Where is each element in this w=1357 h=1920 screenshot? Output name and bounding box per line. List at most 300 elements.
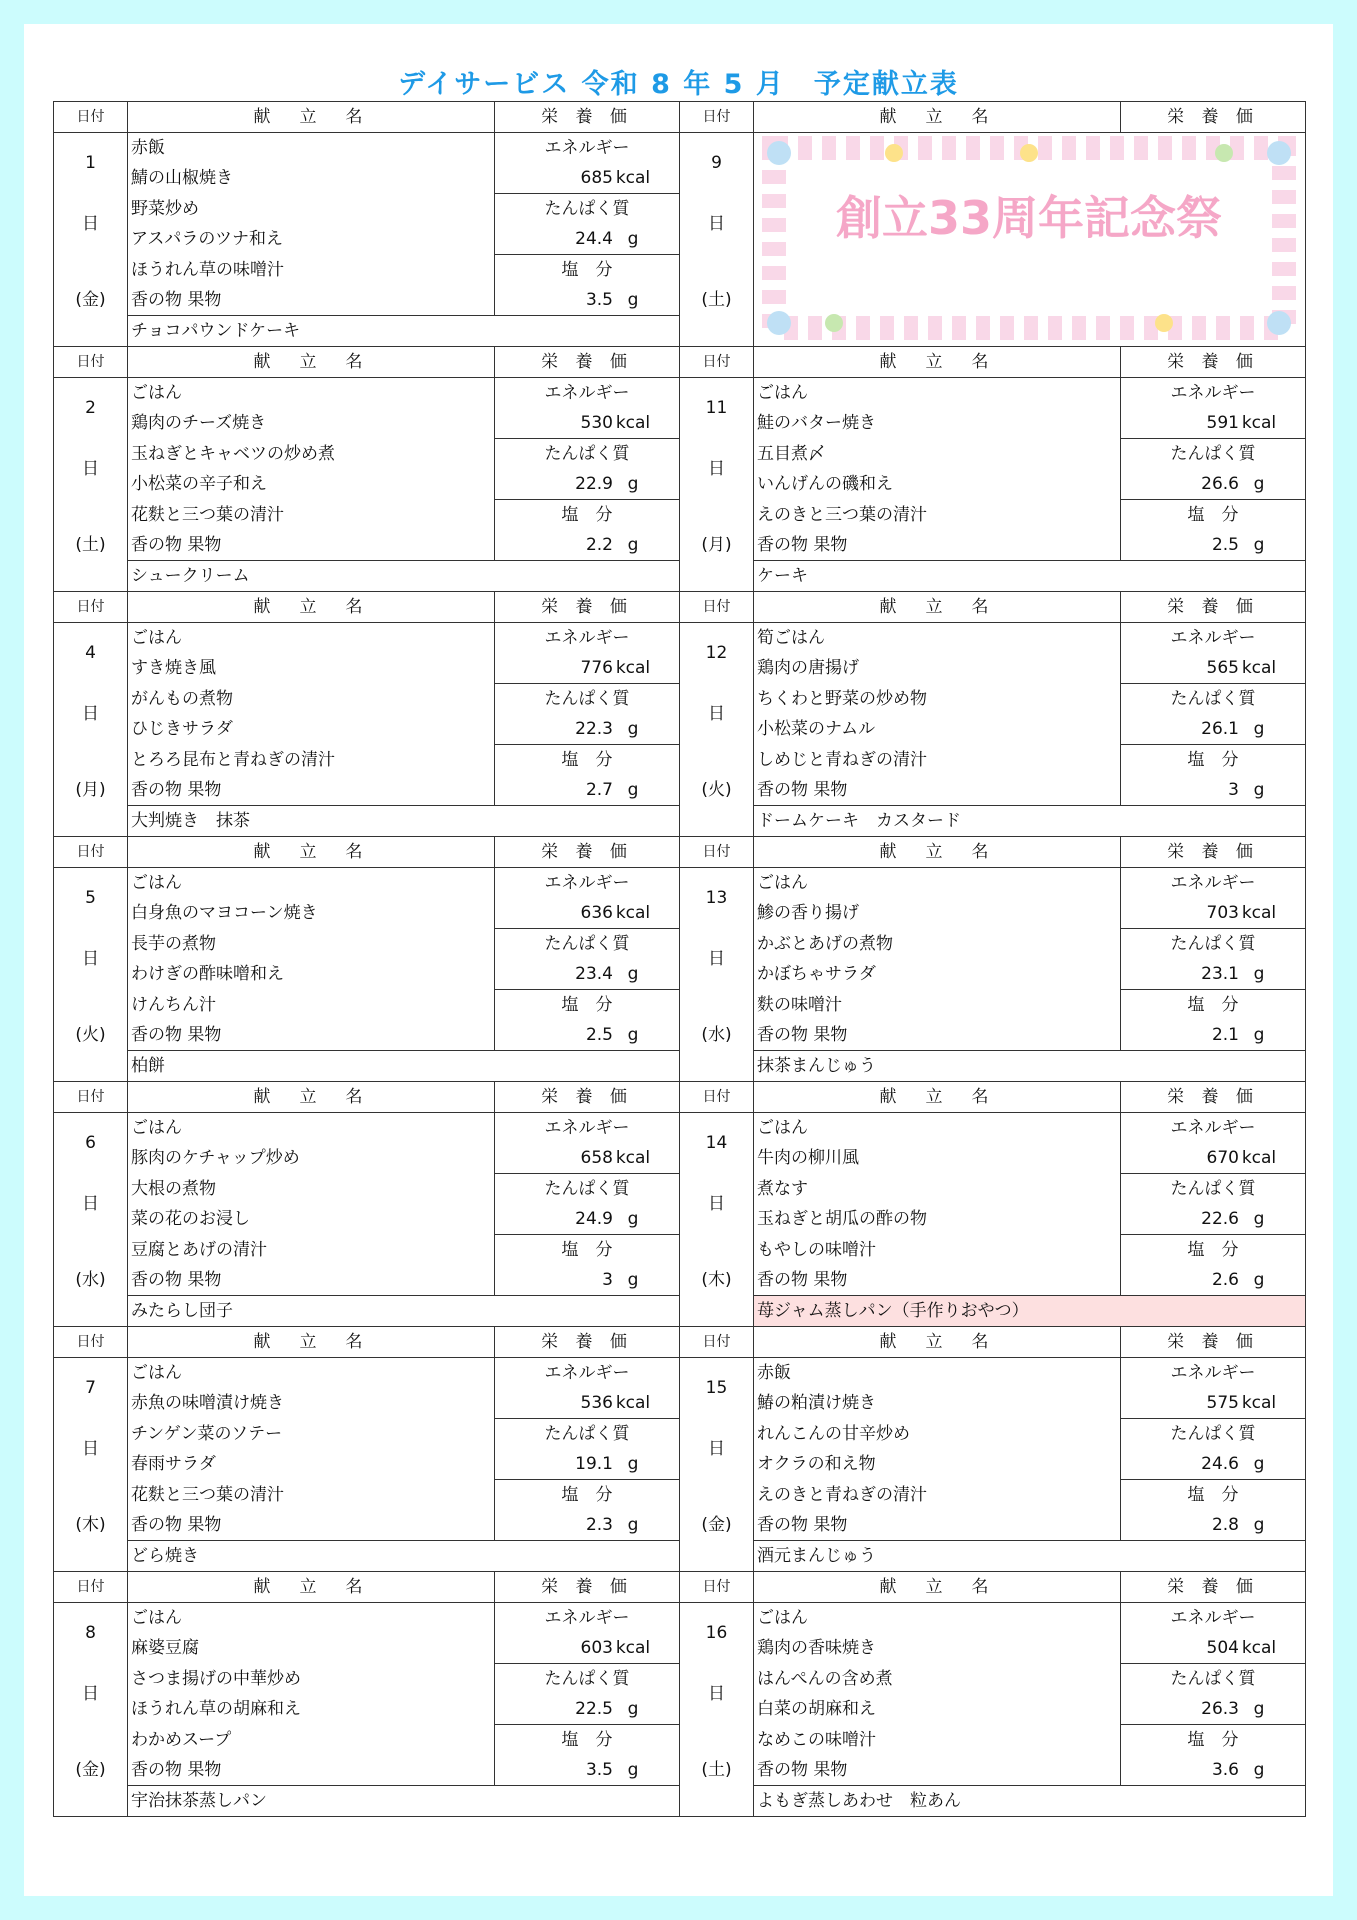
energy-number: 685 xyxy=(580,168,613,188)
dish-name: 玉ねぎと胡瓜の酢の物 xyxy=(754,1204,1121,1235)
dish-name: 大根の煮物 xyxy=(128,1174,495,1205)
protein-value xyxy=(495,959,680,990)
salt-number: 3.5 xyxy=(585,290,613,310)
salt-label: 塩 分 xyxy=(1121,1480,1306,1511)
menu-line xyxy=(54,745,1306,776)
menu-line xyxy=(54,684,1306,715)
menu-line xyxy=(54,1174,1306,1205)
energy-unit: kcal xyxy=(1241,1148,1277,1168)
dish-name: 赤飯 xyxy=(128,133,495,164)
day-label: 日 xyxy=(680,1419,754,1480)
salt-unit: g xyxy=(627,1025,639,1045)
protein-unit: g xyxy=(627,1699,639,1719)
menu-line xyxy=(54,1235,1306,1266)
dish-name: かぶとあげの煮物 xyxy=(754,929,1121,960)
dish-name: 野菜炒め xyxy=(128,194,495,225)
header-menu: 献 立 名 xyxy=(754,1572,1121,1603)
day-number: 12 xyxy=(680,623,754,684)
header-menu: 献 立 名 xyxy=(754,1082,1121,1113)
day-number: 13 xyxy=(680,868,754,929)
salt-unit: g xyxy=(627,535,639,555)
header-nutrition: 栄 養 価 xyxy=(1121,1572,1306,1603)
day-number: 9 xyxy=(680,133,754,194)
day-label: 日 xyxy=(680,1664,754,1725)
dish-name: 香の物 果物 xyxy=(128,285,495,316)
salt-value xyxy=(495,285,680,316)
dish-name: 香の物 果物 xyxy=(128,530,495,561)
energy-value xyxy=(495,1633,680,1664)
dessert-name: よもぎ蒸しあわせ 粒あん xyxy=(754,1786,1306,1817)
day-number: 16 xyxy=(680,1603,754,1664)
salt-label: 塩 分 xyxy=(1121,990,1306,1021)
energy-unit: kcal xyxy=(1241,413,1277,433)
dish-name: けんちん汁 xyxy=(128,990,495,1021)
weekday: (火) xyxy=(680,745,754,837)
salt-unit: g xyxy=(627,1270,639,1290)
energy-unit: kcal xyxy=(615,1638,651,1658)
protein-unit: g xyxy=(627,1209,639,1229)
header-date: 日付 xyxy=(680,347,754,378)
salt-unit: g xyxy=(627,1760,639,1780)
day-label: 日 xyxy=(54,1664,128,1725)
weekday: (土) xyxy=(54,500,128,592)
dish-name: 鯵の香り揚げ xyxy=(754,898,1121,929)
day-number: 7 xyxy=(54,1358,128,1419)
dish-name: とろろ昆布と青ねぎの清汁 xyxy=(128,745,495,776)
menu-line xyxy=(54,1358,1306,1389)
dish-name: 小松菜の辛子和え xyxy=(128,469,495,500)
header-nutrition: 栄 養 価 xyxy=(495,1082,680,1113)
dish-name: 小松菜のナムル xyxy=(754,714,1121,745)
energy-value xyxy=(495,1388,680,1419)
dish-name: ほうれん草の胡麻和え xyxy=(128,1694,495,1725)
salt-value xyxy=(495,1510,680,1541)
weekday: (水) xyxy=(54,1235,128,1327)
dish-name: オクラの和え物 xyxy=(754,1449,1121,1480)
energy-label: エネルギー xyxy=(495,1603,680,1634)
salt-unit: g xyxy=(1253,535,1265,555)
menu-line xyxy=(54,1419,1306,1450)
protein-number: 22.3 xyxy=(575,719,613,739)
protein-value xyxy=(1121,1449,1306,1480)
salt-number: 2.6 xyxy=(1211,1270,1239,1290)
salt-unit: g xyxy=(1253,1270,1265,1290)
energy-unit: kcal xyxy=(615,903,651,923)
header-nutrition: 栄 養 価 xyxy=(495,592,680,623)
header-date: 日付 xyxy=(680,1327,754,1358)
day-number: 8 xyxy=(54,1603,128,1664)
energy-label: エネルギー xyxy=(495,868,680,899)
header-date: 日付 xyxy=(680,592,754,623)
menu-line xyxy=(54,500,1306,531)
header-date: 日付 xyxy=(54,1082,128,1113)
dessert-name: 酒元まんじゅう xyxy=(754,1541,1306,1572)
dish-name: えのきと青ねぎの清汁 xyxy=(754,1480,1121,1511)
header-date: 日付 xyxy=(54,102,128,133)
dessert-name: 柏餅 xyxy=(128,1051,680,1082)
protein-label: たんぱく質 xyxy=(495,194,680,225)
dish-name: ごはん xyxy=(128,1358,495,1389)
festival-banner xyxy=(754,133,1306,347)
protein-value xyxy=(495,1204,680,1235)
dish-name: 鯖の山椒焼き xyxy=(128,163,495,194)
header-menu: 献 立 名 xyxy=(754,837,1121,868)
dish-name: さつま揚げの中華炒め xyxy=(128,1664,495,1695)
dish-name: 鶏肉の香味焼き xyxy=(754,1633,1121,1664)
dish-name: チンゲン菜のソテー xyxy=(128,1419,495,1450)
weekday: (木) xyxy=(680,1235,754,1327)
energy-value xyxy=(495,898,680,929)
energy-value xyxy=(1121,408,1306,439)
protein-number: 24.6 xyxy=(1201,1454,1239,1474)
salt-unit: g xyxy=(1253,780,1265,800)
protein-label: たんぱく質 xyxy=(1121,1174,1306,1205)
salt-label: 塩 分 xyxy=(1121,1235,1306,1266)
energy-value xyxy=(1121,898,1306,929)
menu-line xyxy=(54,623,1306,654)
dish-name: かぼちゃサラダ xyxy=(754,959,1121,990)
dish-name: 花麩と三つ葉の清汁 xyxy=(128,500,495,531)
header-menu: 献 立 名 xyxy=(128,1572,495,1603)
dish-name: 白菜の胡麻和え xyxy=(754,1694,1121,1725)
salt-unit: g xyxy=(1253,1760,1265,1780)
protein-label: たんぱく質 xyxy=(1121,684,1306,715)
protein-label: たんぱく質 xyxy=(495,1174,680,1205)
energy-value xyxy=(495,653,680,684)
day-number: 4 xyxy=(54,623,128,684)
dish-name: ひじきサラダ xyxy=(128,714,495,745)
dish-name: はんぺんの含め煮 xyxy=(754,1664,1121,1695)
dish-name: 春雨サラダ xyxy=(128,1449,495,1480)
header-nutrition: 栄 養 価 xyxy=(1121,1082,1306,1113)
salt-value xyxy=(1121,1510,1306,1541)
energy-value xyxy=(495,1143,680,1174)
protein-label: たんぱく質 xyxy=(1121,929,1306,960)
salt-label: 塩 分 xyxy=(495,745,680,776)
energy-value xyxy=(1121,653,1306,684)
dessert-name: 宇治抹茶蒸しパン xyxy=(128,1786,680,1817)
energy-value xyxy=(1121,1633,1306,1664)
weekday: (土) xyxy=(680,255,754,347)
day-label: 日 xyxy=(54,929,128,990)
header-date: 日付 xyxy=(54,1572,128,1603)
header-menu: 献 立 名 xyxy=(754,102,1121,133)
salt-number: 3 xyxy=(1228,780,1239,800)
dish-name: ごはん xyxy=(754,1603,1121,1634)
day-label: 日 xyxy=(680,194,754,255)
salt-value xyxy=(495,1020,680,1051)
header-row xyxy=(54,837,1306,868)
energy-number: 591 xyxy=(1206,413,1239,433)
header-row xyxy=(54,102,1306,133)
salt-value xyxy=(495,1265,680,1296)
protein-number: 23.4 xyxy=(575,964,613,984)
protein-number: 19.1 xyxy=(575,1454,613,1474)
protein-value xyxy=(1121,469,1306,500)
dish-name: いんげんの磯和え xyxy=(754,469,1121,500)
energy-unit: kcal xyxy=(615,1148,651,1168)
salt-value xyxy=(1121,775,1306,806)
energy-number: 530 xyxy=(580,413,613,433)
salt-unit: g xyxy=(627,1515,639,1535)
salt-number: 2.7 xyxy=(585,780,613,800)
salt-label: 塩 分 xyxy=(495,1480,680,1511)
day-number: 11 xyxy=(680,378,754,439)
salt-value xyxy=(1121,1265,1306,1296)
salt-value xyxy=(495,530,680,561)
protein-label: たんぱく質 xyxy=(495,1419,680,1450)
header-nutrition: 栄 養 価 xyxy=(495,347,680,378)
energy-number: 776 xyxy=(580,658,613,678)
energy-label: エネルギー xyxy=(495,378,680,409)
dish-name: 牛肉の柳川風 xyxy=(754,1143,1121,1174)
menu-line xyxy=(54,1603,1306,1634)
energy-number: 658 xyxy=(580,1148,613,1168)
dessert-name: ドームケーキ カスタード xyxy=(754,806,1306,837)
day-label: 日 xyxy=(680,439,754,500)
energy-unit: kcal xyxy=(615,413,651,433)
protein-value xyxy=(1121,714,1306,745)
page-title: デイサービス 令和 8 年 5 月 予定献立表 xyxy=(398,69,959,100)
menu-line xyxy=(54,868,1306,899)
energy-label: エネルギー xyxy=(495,623,680,654)
salt-number: 3.6 xyxy=(1211,1760,1239,1780)
dish-name: 豆腐とあげの清汁 xyxy=(128,1235,495,1266)
day-number: 14 xyxy=(680,1113,754,1174)
protein-label: たんぱく質 xyxy=(495,439,680,470)
energy-number: 575 xyxy=(1206,1393,1239,1413)
salt-value xyxy=(1121,1755,1306,1786)
header-row xyxy=(54,1082,1306,1113)
day-label: 日 xyxy=(680,684,754,745)
dish-name: 麻婆豆腐 xyxy=(128,1633,495,1664)
dish-name: 香の物 果物 xyxy=(128,1755,495,1786)
energy-unit: kcal xyxy=(615,1393,651,1413)
menu-line xyxy=(54,990,1306,1021)
day-number: 1 xyxy=(54,133,128,194)
dish-name: ごはん xyxy=(128,623,495,654)
salt-label: 塩 分 xyxy=(1121,500,1306,531)
energy-label: エネルギー xyxy=(1121,1113,1306,1144)
salt-unit: g xyxy=(1253,1025,1265,1045)
day-number: 2 xyxy=(54,378,128,439)
protein-unit: g xyxy=(627,474,639,494)
energy-value xyxy=(1121,1143,1306,1174)
protein-unit: g xyxy=(1253,1454,1265,1474)
salt-number: 2.8 xyxy=(1211,1515,1239,1535)
energy-label: エネルギー xyxy=(1121,1603,1306,1634)
dish-name: 麩の味噌汁 xyxy=(754,990,1121,1021)
festival-title: 創立33周年記念祭 xyxy=(835,191,1222,245)
energy-number: 703 xyxy=(1206,903,1239,923)
menu-line xyxy=(54,1113,1306,1144)
protein-unit: g xyxy=(1253,964,1265,984)
header-date: 日付 xyxy=(680,1572,754,1603)
header-date: 日付 xyxy=(54,1327,128,1358)
energy-number: 670 xyxy=(1206,1148,1239,1168)
protein-value xyxy=(1121,1204,1306,1235)
protein-label: たんぱく質 xyxy=(1121,1419,1306,1450)
day-number: 15 xyxy=(680,1358,754,1419)
protein-unit: g xyxy=(1253,719,1265,739)
energy-unit: kcal xyxy=(615,658,651,678)
day-label: 日 xyxy=(54,194,128,255)
dish-name: 香の物 果物 xyxy=(754,1265,1121,1296)
dish-name: 白身魚のマヨコーン焼き xyxy=(128,898,495,929)
energy-unit: kcal xyxy=(615,168,651,188)
salt-label: 塩 分 xyxy=(495,1725,680,1756)
dish-name: わけぎの酢味噌和え xyxy=(128,959,495,990)
dish-name: 筍ごはん xyxy=(754,623,1121,654)
protein-value xyxy=(495,1694,680,1725)
energy-number: 565 xyxy=(1206,658,1239,678)
dish-name: わかめスープ xyxy=(128,1725,495,1756)
energy-unit: kcal xyxy=(1241,903,1277,923)
salt-unit: g xyxy=(1253,1515,1265,1535)
day-number: 5 xyxy=(54,868,128,929)
dish-name: 玉ねぎとキャベツの炒め煮 xyxy=(128,439,495,470)
header-date: 日付 xyxy=(54,837,128,868)
header-nutrition: 栄 養 価 xyxy=(1121,1327,1306,1358)
salt-label: 塩 分 xyxy=(495,1235,680,1266)
day-number: 6 xyxy=(54,1113,128,1174)
salt-value xyxy=(1121,1020,1306,1051)
header-row xyxy=(54,1572,1306,1603)
dish-name: 香の物 果物 xyxy=(128,1020,495,1051)
dish-name: ごはん xyxy=(754,1113,1121,1144)
weekday: (月) xyxy=(680,500,754,592)
protein-number: 26.1 xyxy=(1201,719,1239,739)
energy-value xyxy=(1121,1388,1306,1419)
dish-name: アスパラのツナ和え xyxy=(128,224,495,255)
salt-unit: g xyxy=(627,290,639,310)
header-menu: 献 立 名 xyxy=(754,347,1121,378)
energy-number: 636 xyxy=(580,903,613,923)
protein-number: 23.1 xyxy=(1201,964,1239,984)
salt-value xyxy=(1121,530,1306,561)
header-date: 日付 xyxy=(680,837,754,868)
protein-value xyxy=(1121,1694,1306,1725)
dish-name: 菜の花のお浸し xyxy=(128,1204,495,1235)
dish-name: ごはん xyxy=(128,1113,495,1144)
dish-name: えのきと三つ葉の清汁 xyxy=(754,500,1121,531)
protein-label: たんぱく質 xyxy=(1121,1664,1306,1695)
salt-number: 2.5 xyxy=(1211,535,1239,555)
energy-label: エネルギー xyxy=(495,133,680,164)
dish-name: 香の物 果物 xyxy=(128,1510,495,1541)
day-label: 日 xyxy=(54,684,128,745)
header-date: 日付 xyxy=(680,102,754,133)
day-label: 日 xyxy=(54,439,128,500)
protein-number: 26.6 xyxy=(1201,474,1239,494)
menu-line xyxy=(54,378,1306,409)
protein-unit: g xyxy=(627,964,639,984)
protein-unit: g xyxy=(627,229,639,249)
dish-name: 鶏肉のチーズ焼き xyxy=(128,408,495,439)
protein-unit: g xyxy=(1253,1209,1265,1229)
salt-number: 3 xyxy=(602,1270,613,1290)
protein-number: 22.5 xyxy=(575,1699,613,1719)
header-row xyxy=(54,592,1306,623)
protein-unit: g xyxy=(627,1454,639,1474)
protein-number: 24.9 xyxy=(575,1209,613,1229)
energy-unit: kcal xyxy=(1241,1638,1277,1658)
dish-name: 豚肉のケチャップ炒め xyxy=(128,1143,495,1174)
protein-unit: g xyxy=(1253,474,1265,494)
energy-value xyxy=(495,408,680,439)
dessert-name: ケーキ xyxy=(754,561,1306,592)
header-menu: 献 立 名 xyxy=(128,1327,495,1358)
dessert-name: シュークリーム xyxy=(128,561,680,592)
dish-name: ちくわと野菜の炒め物 xyxy=(754,684,1121,715)
dish-name: 赤魚の味噌漬け焼き xyxy=(128,1388,495,1419)
dish-name: 香の物 果物 xyxy=(754,1510,1121,1541)
dish-name: 鶏肉の唐揚げ xyxy=(754,653,1121,684)
energy-number: 536 xyxy=(580,1393,613,1413)
weekday: (金) xyxy=(54,1725,128,1817)
protein-number: 22.9 xyxy=(575,474,613,494)
weekday: (金) xyxy=(54,255,128,347)
protein-label: たんぱく質 xyxy=(495,1664,680,1695)
dessert-name: どら焼き xyxy=(128,1541,680,1572)
menu-line xyxy=(54,1664,1306,1695)
header-nutrition: 栄 養 価 xyxy=(495,102,680,133)
dish-name: なめこの味噌汁 xyxy=(754,1725,1121,1756)
header-menu: 献 立 名 xyxy=(128,347,495,378)
dish-name: 五目煮〆 xyxy=(754,439,1121,470)
dish-name: 花麩と三つ葉の清汁 xyxy=(128,1480,495,1511)
protein-value xyxy=(495,469,680,500)
header-nutrition: 栄 養 価 xyxy=(495,1327,680,1358)
protein-value xyxy=(495,224,680,255)
dish-name: 煮なす xyxy=(754,1174,1121,1205)
header-row xyxy=(54,1327,1306,1358)
day-label: 日 xyxy=(54,1419,128,1480)
dish-name: もやしの味噌汁 xyxy=(754,1235,1121,1266)
header-date: 日付 xyxy=(54,592,128,623)
header-date: 日付 xyxy=(54,347,128,378)
dessert-name: みたらし団子 xyxy=(128,1296,680,1327)
dessert-name: チョコパウンドケーキ xyxy=(128,316,680,347)
salt-label: 塩 分 xyxy=(1121,1725,1306,1756)
energy-label: エネルギー xyxy=(1121,1358,1306,1389)
dish-name: 香の物 果物 xyxy=(754,1020,1121,1051)
menu-line xyxy=(54,1480,1306,1511)
menu-sheet xyxy=(24,24,1333,1896)
header-nutrition: 栄 養 価 xyxy=(1121,837,1306,868)
salt-unit: g xyxy=(627,780,639,800)
header-menu: 献 立 名 xyxy=(128,1082,495,1113)
header-nutrition: 栄 養 価 xyxy=(1121,592,1306,623)
weekday: (土) xyxy=(680,1725,754,1817)
header-nutrition: 栄 養 価 xyxy=(1121,102,1306,133)
energy-label: エネルギー xyxy=(1121,623,1306,654)
day-label: 日 xyxy=(680,929,754,990)
header-menu: 献 立 名 xyxy=(128,102,495,133)
menu-line xyxy=(54,1725,1306,1756)
protein-value xyxy=(495,1449,680,1480)
weekday: (金) xyxy=(680,1480,754,1572)
dish-name: れんこんの甘辛炒め xyxy=(754,1419,1121,1450)
dish-name: 香の物 果物 xyxy=(754,775,1121,806)
energy-label: エネルギー xyxy=(495,1113,680,1144)
protein-unit: g xyxy=(1253,1699,1265,1719)
protein-unit: g xyxy=(627,719,639,739)
protein-label: たんぱく質 xyxy=(495,929,680,960)
dish-name: しめじと青ねぎの清汁 xyxy=(754,745,1121,776)
salt-number: 2.2 xyxy=(585,535,613,555)
protein-number: 24.4 xyxy=(575,229,613,249)
